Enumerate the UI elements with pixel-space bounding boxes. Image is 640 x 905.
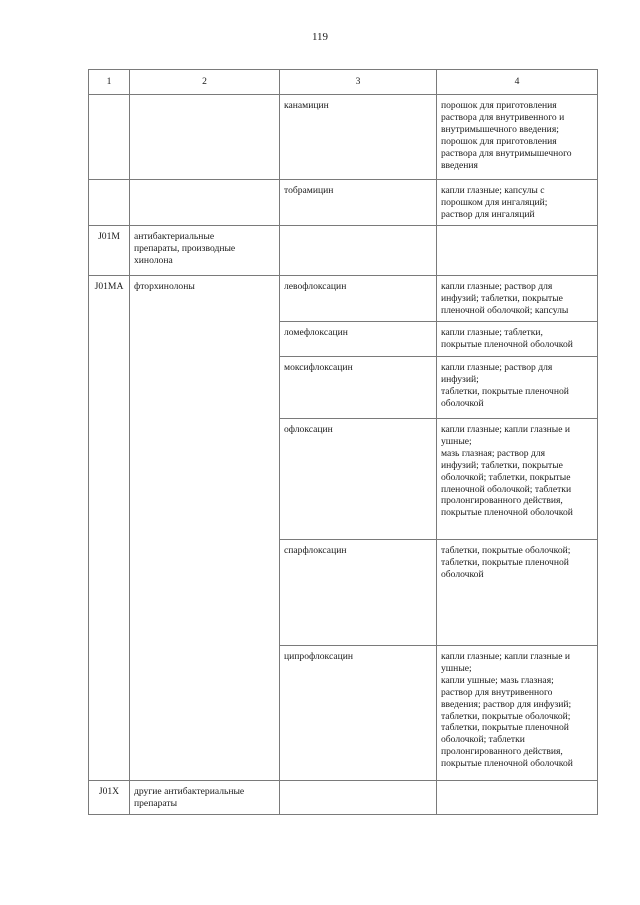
drug-name-cell: ципрофлоксацин: [280, 646, 437, 781]
drug-name-cell: левофлоксацин: [280, 276, 437, 322]
dosage-forms-cell: таблетки, покрытые оболочкой; таблетки, покрытые пленочной оболочкой: [437, 540, 598, 646]
drug-name-cell: моксифлоксацин: [280, 357, 437, 419]
atc-code-cell: [89, 180, 130, 226]
drug-name-cell: [280, 226, 437, 276]
dosage-forms-cell: капли глазные; раствор для инфузий; таблетки, покрытые пленочной оболочкой: [437, 357, 598, 419]
drug-table: [88, 69, 598, 815]
table-row: [89, 276, 598, 322]
table-header-row: [89, 70, 598, 95]
table-row: [89, 95, 598, 180]
header-cell: 1: [89, 70, 130, 95]
dosage-forms-cell: капли глазные; таблетки, покрытые пленочной оболочкой: [437, 322, 598, 357]
header-cell: 4: [437, 70, 598, 95]
dosage-forms-cell: капли глазные; раствор для инфузий; таблетки, покрытые пленочной оболочкой; капсулы: [437, 276, 598, 322]
group-cell: [130, 95, 280, 180]
drug-name-cell: [280, 781, 437, 815]
drug-name-cell: ломефлоксацин: [280, 322, 437, 357]
atc-code-cell: J01M: [89, 226, 130, 276]
table-row: [89, 226, 598, 276]
dosage-forms-cell: капли глазные; капли глазные и ушные; мазь глазная; раствор для инфузий; таблетки, покрытые оболочкой; таблетки, покрытые пленочной оболочкой; таблетки пролонгированного действия, покрытые пленочной оболочкой: [437, 419, 598, 540]
dosage-forms-cell: порошок для приготовления раствора для внутривенного и внутримышечного введения; порошок для приготовления раствора для внутримышечного введения: [437, 95, 598, 180]
header-cell: 2: [130, 70, 280, 95]
dosage-forms-cell: [437, 781, 598, 815]
drug-name-cell: канамицин: [280, 95, 437, 180]
group-cell: другие антибактериальные препараты: [130, 781, 280, 815]
group-cell: [130, 180, 280, 226]
group-cell: фторхинолоны: [130, 276, 280, 781]
atc-code-cell: J01X: [89, 781, 130, 815]
dosage-forms-cell: [437, 226, 598, 276]
atc-code-cell: J01MA: [89, 276, 130, 781]
table-row: [89, 781, 598, 815]
table-row: [89, 180, 598, 226]
drug-name-cell: спарфлоксацин: [280, 540, 437, 646]
header-cell: 3: [280, 70, 437, 95]
drug-name-cell: офлоксацин: [280, 419, 437, 540]
dosage-forms-cell: капли глазные; капсулы с порошком для ингаляций; раствор для ингаляций: [437, 180, 598, 226]
drug-name-cell: тобрамицин: [280, 180, 437, 226]
group-cell: антибактериальные препараты, производные хинолона: [130, 226, 280, 276]
atc-code-cell: [89, 95, 130, 180]
page-number: 119: [311, 31, 329, 43]
dosage-forms-cell: капли глазные; капли глазные и ушные; капли ушные; мазь глазная; раствор для внутривенного введения; раствор для инфузий; таблетки, покрытые оболочкой; таблетки, покрытые пленочной оболочкой; таблетки пролонгированного действия, покрытые пленочной оболочкой: [437, 646, 598, 781]
